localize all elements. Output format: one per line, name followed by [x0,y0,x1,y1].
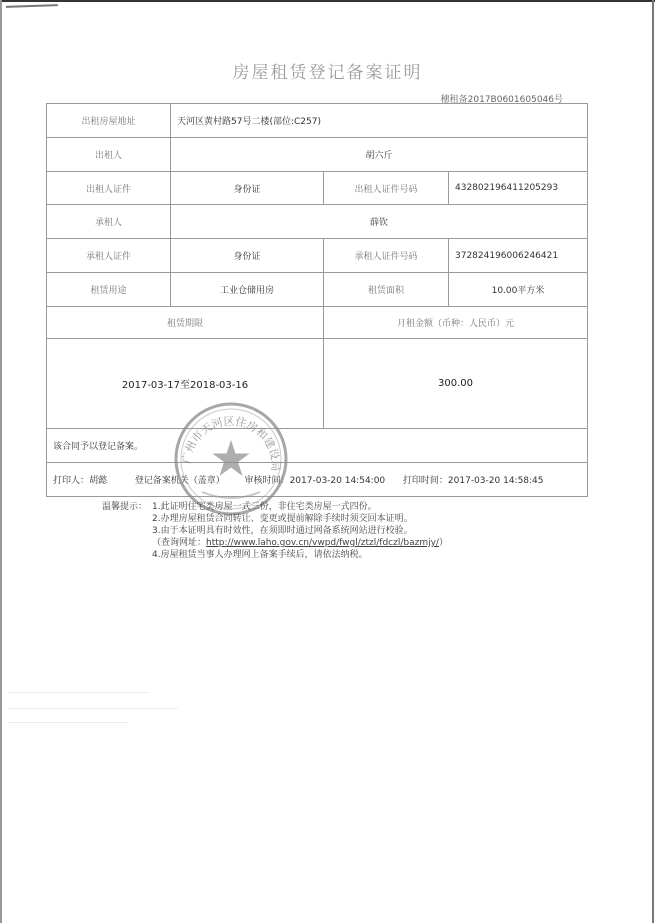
review-time-label: 审核时间： [244,476,290,486]
footer-row [47,463,588,497]
scan-artifact-line [8,722,128,723]
notes-section [102,501,448,561]
scan-corner-mark [6,4,58,16]
notes-heading: 温馨提示： [102,502,148,512]
seal-text: 广州市天河区住房和建设局 [179,414,283,472]
usage-label: 租赁用途 [47,273,171,307]
authority-label: 登记备案机关（盖章） [134,476,225,486]
note-url-suffix: ） [438,538,448,548]
address-value: 天河区黄村路57号二楼(部位:C257) [171,104,588,138]
period-value: 2017-03-17至2018-03-16 [47,339,324,429]
remark-text: 该合同予以登记备案。 [47,429,588,463]
note-line: 2.办理房屋租赁合同转让、变更或提前解除手续时须交回本证明。 [152,514,413,524]
address-label: 出租房屋地址 [47,104,171,138]
review-time: 2017-03-20 14:54:00 [289,476,386,486]
area-label: 租赁面积 [324,273,449,307]
query-url-link[interactable]: http://www.laho.gov.cn/vwpd/fwgl/ztzl/fdczl/bazmjy/ [206,538,439,548]
lessee-id-type-label: 承租人证件 [47,239,171,273]
scan-edge-left [0,0,2,923]
note-line: 1.此证明住宅类房屋一式三份，非住宅类房屋一式四份。 [152,502,377,512]
table-row [47,104,588,138]
lessee-value: 薛钦 [171,205,588,239]
lessor-id-no-value: 432802196411205293 [449,172,588,205]
lessee-id-no-value: 372824196006246421 [449,239,588,273]
print-time: 2017-03-20 14:58:45 [447,476,544,486]
rent-value: 300.00 [324,339,588,429]
table-row [47,239,588,273]
lessor-id-type-value: 身份证 [171,172,324,205]
printer-name: 胡懿 [89,476,108,486]
note-line: 4.房屋租赁当事人办理网上备案手续后，请依法纳税。 [152,550,368,560]
period-label: 租赁期限 [47,307,324,339]
printer-label: 打印人： [53,476,90,486]
table-row [47,172,588,205]
lessor-label: 出租人 [47,138,171,172]
table-row [47,205,588,239]
rent-label: 月租金额（币种：人民币）元 [324,307,588,339]
table-row [47,429,588,463]
scan-artifact-line [8,708,178,709]
scan-edge-right [652,0,654,923]
print-time-label: 打印时间： [402,476,448,486]
document-title: 房屋租赁登记备案证明 [232,63,423,83]
note-line: 3.由于本证明具有时效性，在须即时通过网备系统网站进行校验。 [152,526,413,536]
lessor-value: 胡六斤 [171,138,588,172]
table-row [47,273,588,307]
table-row [47,307,588,339]
lessor-id-no-label: 出租人证件号码 [324,172,449,205]
table-row [47,138,588,172]
table-row [47,463,588,497]
lessee-id-type-value: 身份证 [171,239,324,273]
table-row [47,339,588,429]
area-value: 10.00平方米 [449,273,588,307]
scan-edge-top [0,0,655,2]
note-url-prefix: （查询网址： [152,538,207,548]
usage-value: 工业仓储用房 [171,273,324,307]
scan-artifact-line [8,692,148,693]
registration-table [46,103,588,497]
document-number: 穗租备2017B0601605046号 [440,95,563,105]
lessee-label: 承租人 [47,205,171,239]
lessor-id-type-label: 出租人证件 [47,172,171,205]
lessee-id-no-label: 承租人证件号码 [324,239,449,273]
